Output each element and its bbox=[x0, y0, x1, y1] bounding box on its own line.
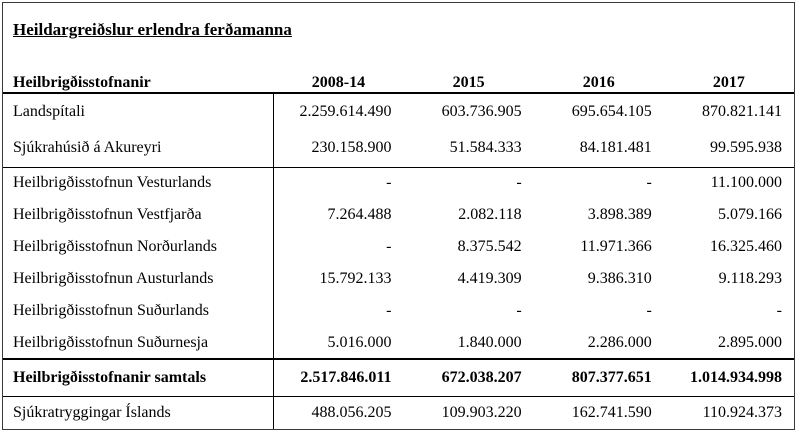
table-cell: - bbox=[273, 167, 403, 199]
table-cell: 11.971.366 bbox=[580, 238, 652, 255]
table-row bbox=[3, 167, 794, 199]
table-cell: 4.419.309 bbox=[457, 270, 522, 287]
table-cell: 11.100.000 bbox=[710, 174, 782, 192]
row-label: Sjúkratryggingar Íslands bbox=[13, 404, 171, 422]
table-row bbox=[3, 231, 794, 263]
table-totals-row bbox=[3, 359, 794, 396]
table-cell: 15.792.133 bbox=[273, 263, 403, 295]
table-cell: 230.158.900 bbox=[273, 130, 403, 167]
page-title: Heildargreiðslur erlendra ferðamanna bbox=[13, 20, 292, 39]
table-cell: 807.377.651 bbox=[534, 359, 664, 396]
table-footer-row bbox=[3, 396, 794, 430]
column-header-2015: 2015 bbox=[403, 41, 533, 93]
column-header-2016: 2016 bbox=[534, 41, 664, 93]
table-cell: - bbox=[516, 174, 522, 192]
table-cell: - bbox=[646, 174, 652, 192]
row-label: Sjúkrahúsið á Akureyri bbox=[3, 130, 273, 167]
table-cell: 870.821.141 bbox=[702, 103, 782, 120]
table-cell: 162.741.590 bbox=[571, 404, 652, 422]
table-row bbox=[3, 130, 794, 167]
table-cell: 99.595.938 bbox=[664, 130, 794, 167]
table-cell: 16.325.460 bbox=[710, 238, 782, 255]
document-frame bbox=[2, 2, 795, 430]
table-cell: - bbox=[273, 231, 403, 263]
table-cell: 7.264.488 bbox=[273, 199, 403, 231]
table-row bbox=[3, 327, 794, 359]
row-label: Heilbrigðisstofnun Norðurlands bbox=[13, 238, 217, 255]
column-header-2017: 2017 bbox=[664, 41, 794, 93]
row-label: Heilbrigðisstofnun Suðurlands bbox=[13, 302, 209, 319]
row-label: Heilbrigðisstofnun Austurlands bbox=[13, 270, 214, 287]
table-cell: 9.118.293 bbox=[718, 270, 782, 287]
table-cell: 109.903.220 bbox=[441, 404, 522, 422]
table-cell: 2.895.000 bbox=[718, 333, 782, 351]
payments-table bbox=[3, 41, 794, 430]
column-header-institutions: Heilbrigðisstofnanir bbox=[3, 41, 273, 93]
table-row bbox=[3, 263, 794, 295]
table-cell: 2.286.000 bbox=[587, 333, 652, 351]
table-cell: - bbox=[273, 295, 403, 327]
table-cell: 84.181.481 bbox=[534, 130, 664, 167]
row-label: Heilbrigðisstofnun Vesturlands bbox=[13, 174, 212, 192]
table-cell: 3.898.389 bbox=[587, 206, 652, 223]
table-cell: 695.654.105 bbox=[571, 103, 652, 120]
table-row bbox=[3, 199, 794, 231]
table-row bbox=[3, 295, 794, 327]
row-label: Heilbrigðisstofnanir samtals bbox=[3, 359, 273, 396]
table-cell: 2.259.614.490 bbox=[273, 93, 403, 130]
table-cell: 1.840.000 bbox=[457, 333, 522, 351]
table-cell: 603.736.905 bbox=[441, 103, 522, 120]
table-cell: - bbox=[646, 302, 652, 319]
table-row bbox=[3, 93, 794, 130]
table-cell: 9.386.310 bbox=[587, 270, 652, 287]
table-cell: 1.014.934.998 bbox=[664, 359, 794, 396]
table-cell: - bbox=[776, 302, 782, 319]
table-cell: 672.038.207 bbox=[403, 359, 533, 396]
table-cell: 5.016.000 bbox=[273, 327, 403, 359]
table-cell: 2.082.118 bbox=[458, 206, 522, 223]
table-cell: 2.517.846.011 bbox=[273, 359, 403, 396]
table-cell: - bbox=[516, 302, 522, 319]
row-label: Heilbrigðisstofnun Vestfjarða bbox=[13, 206, 202, 223]
column-header-2008-14: 2008-14 bbox=[273, 41, 403, 93]
table-cell: 51.584.333 bbox=[403, 130, 533, 167]
table-header-row bbox=[3, 41, 794, 93]
table-cell: 110.924.373 bbox=[702, 404, 782, 422]
row-label: Heilbrigðisstofnun Suðurnesja bbox=[13, 333, 209, 351]
table-cell: 488.056.205 bbox=[273, 396, 403, 430]
table-cell: 5.079.166 bbox=[718, 206, 782, 223]
table-cell: 8.375.542 bbox=[457, 238, 522, 255]
row-label: Landspítali bbox=[13, 103, 85, 120]
